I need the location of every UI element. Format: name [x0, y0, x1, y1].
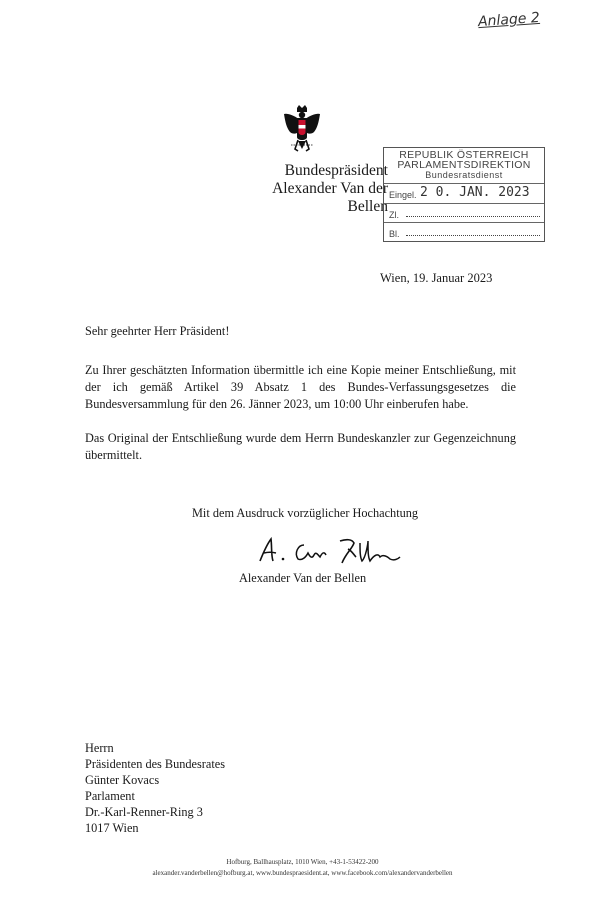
- recipient-line-5: Dr.-Karl-Renner-Ring 3: [85, 805, 203, 819]
- recipient-line-6: 1017 Wien: [85, 821, 139, 835]
- recipient-line-4: Parlament: [85, 789, 135, 803]
- stamp-row-received: [384, 183, 544, 203]
- stamp-bl-label: Bl.: [389, 229, 400, 239]
- annex-handwritten-label: Anlage 2: [477, 9, 541, 31]
- stamp-zl-dotted-line: [406, 216, 540, 217]
- stamp-received-label: Eingel.: [389, 190, 417, 200]
- stamp-line-service: Bundesratsdienst: [425, 170, 503, 180]
- handwritten-signature: [256, 533, 402, 568]
- sender-name: Alexander Van der Bellen: [272, 180, 388, 215]
- closing-formula: Mit dem Ausdruck vorzüglicher Hochachtung: [192, 506, 419, 520]
- stamp-bl-dotted-line: [406, 235, 540, 236]
- stamp-row-zl: [384, 203, 544, 223]
- stamp-line-republic: REPUBLIK ÖSTERREICH: [399, 149, 529, 161]
- footer-contacts: alexander.vanderbellen@hofburg.at, www.bundespraesident.at, www.facebook.com/alexandervanderbellen: [152, 869, 453, 877]
- recipient-line-3: Günter Kovacs: [85, 773, 160, 787]
- body-paragraph-2: Das Original der Entschließung wurde dem Herrn Bundeskanzler zur Gegenzeichnung übermittelt.: [85, 431, 516, 462]
- salutation: Sehr geehrter Herr Präsident!: [85, 324, 230, 338]
- sender-title: Bundespräsident: [284, 162, 388, 179]
- footer-address: Hofburg, Ballhausplatz, 1010 Wien, +43-1-53422-200: [226, 858, 379, 866]
- signer-name: Alexander Van der Bellen: [239, 571, 367, 585]
- sender-block: [228, 162, 388, 216]
- stamp-line-directorate: PARLAMENTSDIREKTION: [397, 159, 531, 171]
- body-paragraph-1: Zu Ihrer geschätzten Information übermittle ich eine Kopie meiner Entschließung, mit der ich gemäß Artikel 39 Absatz 1 des Bundes-Verfassungsgesetzes die Bundesversammlung für den 26. Jänner 2023, um 10:00 Uhr einberufen habe.: [85, 363, 516, 411]
- austrian-eagle-icon: [283, 105, 321, 153]
- stamp-zl-label: Zl.: [389, 210, 399, 220]
- place-and-date: Wien, 19. Januar 2023: [380, 271, 493, 285]
- stamp-received-date: 2 0. JAN. 2023: [420, 185, 530, 200]
- stamp-row-bl: [384, 222, 544, 242]
- recipient-line-1: Herrn: [85, 741, 114, 755]
- recipient-line-2: Präsidenten des Bundesrates: [85, 757, 226, 771]
- received-stamp: [383, 147, 545, 242]
- recipient-address: [85, 740, 225, 836]
